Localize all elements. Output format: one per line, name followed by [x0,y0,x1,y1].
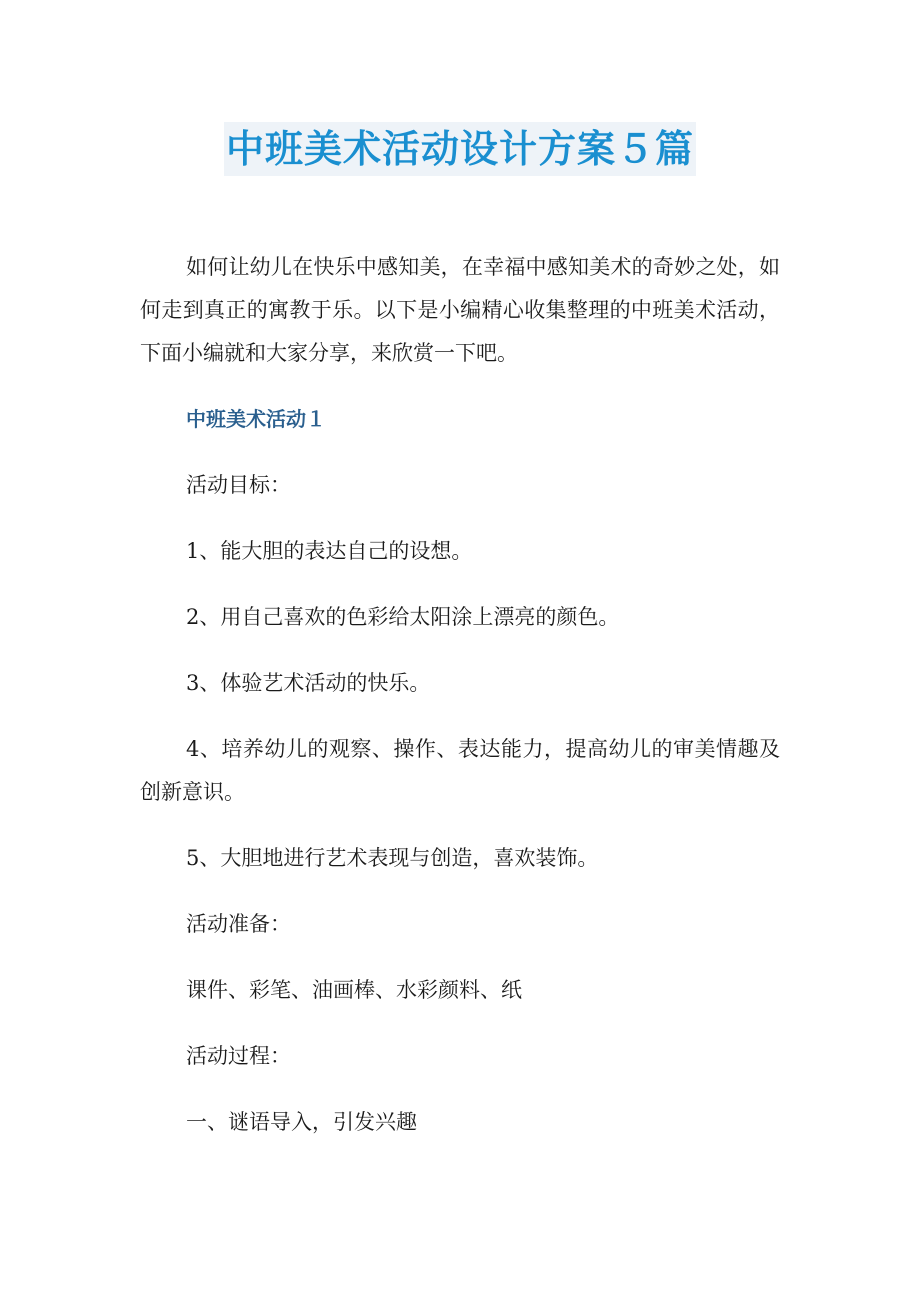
goal-item-3: 3、体验艺术活动的快乐。 [186,671,431,695]
prep-items: 课件、彩笔、油画棒、水彩颜料、纸 [186,978,522,1002]
goal-item-5: 5、大胆地进行艺术表现与创造，喜欢装饰。 [186,846,599,870]
goal-item-2: 2、用自己喜欢的色彩给太阳涂上漂亮的颜色。 [186,605,620,629]
title-container [0,122,920,176]
document-body [140,246,780,1167]
intro-paragraph: 如何让幼儿在快乐中感知美，在幸福中感知美术的奇妙之处，如何走到真正的寓教于乐。以下是小编精心收集整理的中班美术活动，下面小编就和大家分享，来欣赏一下吧。 [140,255,780,365]
prep-label: 活动准备： [186,912,291,936]
goal-item-4: 4、培养幼儿的观察、操作、表达能力，提高幼儿的审美情趣及创新意识。 [140,737,780,804]
process-label: 活动过程： [186,1044,291,1068]
process-step-1: 一、谜语导入，引发兴趣 [186,1110,417,1134]
goal-item-1: 1、能大胆的表达自己的设想。 [186,539,473,563]
document-title: 中班美术活动设计方案５篇 [224,122,696,176]
goals-label: 活动目标： [186,473,291,497]
section-heading: 中班美术活动１ [186,407,326,431]
